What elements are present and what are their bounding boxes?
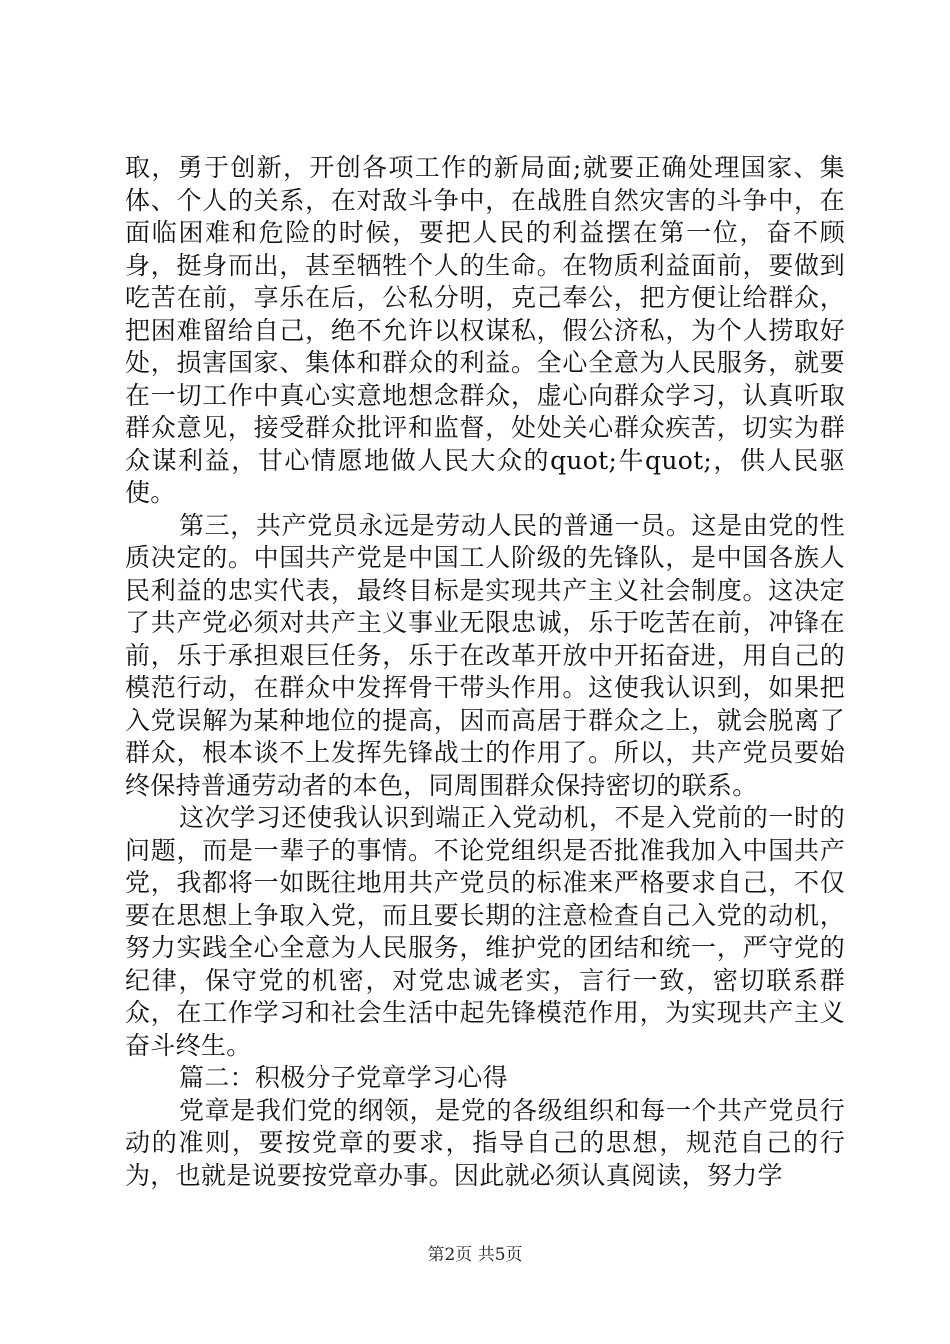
paragraph-continuation: 取，勇于创新，开创各项工作的新局面;就要正确处理国家、集体、个人的关系，在对敌斗争中，在战胜自然灾害的斗争中，在面临困难和危险的时候，要把人民的利益摆在第一位，奋不顾身，挺身而出，甚至牺牲个人的生命。在物质利益面前，要做到吃苦在前，享乐在后，公私分明，克己奉公，把方便让给群众，把困难留给自己，绝不允许以权谋私，假公济私，为个人捞取好处，损害国家、集体和群众的利益。全心全意为人民服务，就要在一切工作中真心实意地想念群众，虚心向群众学习，认真听取群众意见，接受群众批评和监督，处处关心群众疾苦，切实为群众谋利益，甘心情愿地做人民大众的quot;牛quot;，供人民驱使。 xyxy=(125,153,845,507)
page-footer: 第2页 共5页 xyxy=(427,1245,523,1265)
paragraph-motivation: 这次学习还使我认识到端正入党动机，不是入党前的一时的问题，而是一辈子的事情。不论党组织是否批准我加入中国共产党，我都将一如既往地用共产党员的标准来严格要求自己，不仅要在思想上争取入党，而且要长期的注意检查自己入党的动机，努力实践全心全意为人民服务，维护党的团结和统一，严守党的纪律，保守党的机密，对党忠诚老实，言行一致，密切联系群众，在工作学习和社会生活中起先锋模范作用，为实现共产主义奋斗终生。 xyxy=(125,803,845,1060)
paragraph-point-three: 第三，共产党员永远是劳动人民的普通一员。这是由党的性质决定的。中国共产党是中国工人阶级的先锋队，是中国各族人民利益的忠实代表，最终目标是实现共产主义社会制度。这决定了共产党必须对共产主义事业无限忠诚，乐于吃苦在前，冲锋在前，乐于承担艰巨任务，乐于在改革开放中开拓奋进，用自己的模范行动，在群众中发挥骨干带头作用。这使我认识到，如果把入党误解为某种地位的提高，因而高居于群众之上，就会脱离了群众，根本谈不上发挥先锋战士的作用了。所以，共产党员要始终保持普通劳动者的本色，同周围群众保持密切的联系。 xyxy=(125,510,845,800)
document-body xyxy=(125,152,845,1192)
paragraph-party-constitution: 党章是我们党的纲领，是党的各级组织和每一个共产党员行动的准则，要按党章的要求，指导自己的思想，规范自己的行为，也就是说要按党章办事。因此就必须认真阅读，努力学 xyxy=(125,1095,845,1190)
section-heading: 篇二：积极分子党章学习心得 xyxy=(179,1063,508,1092)
